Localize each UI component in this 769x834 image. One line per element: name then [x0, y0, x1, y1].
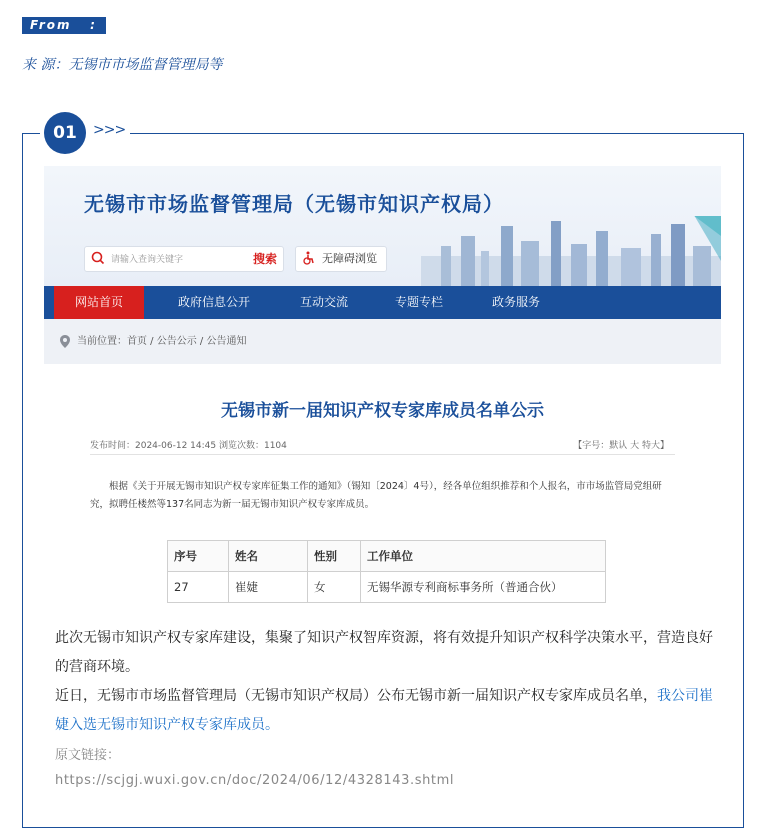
search-icon	[91, 251, 105, 265]
site-banner	[44, 166, 721, 286]
cell-unit: 无锡华源专利商标事务所（普通合伙）	[361, 572, 606, 603]
from-tag: From :	[22, 17, 106, 34]
search-box[interactable]	[84, 246, 284, 272]
nav-item-interaction[interactable]: 互动交流	[299, 295, 348, 309]
source-line: 来 源：无锡市市场监督管理局等	[22, 57, 223, 73]
paragraph-2	[55, 682, 715, 740]
section-number: 01	[44, 112, 86, 154]
table-row	[168, 572, 606, 603]
breadcrumb	[44, 319, 721, 364]
city-skyline-image	[421, 216, 721, 286]
cell-no: 27	[168, 572, 229, 603]
divider	[90, 454, 675, 455]
member-table	[167, 540, 606, 603]
article-title: 无锡市新一届知识产权专家库成员名单公示	[221, 401, 544, 421]
cell-gender: 女	[308, 572, 361, 603]
section-arrows: >>>	[93, 122, 126, 138]
nav-item-gov-info[interactable]: 政府信息公开	[177, 295, 250, 309]
search-input[interactable]: 请输入查询关键字	[111, 255, 184, 265]
wheelchair-icon	[302, 251, 316, 265]
article-meta: 发布时间：2024-06-12 14:45 浏览次数：1104	[90, 441, 287, 451]
website-screenshot	[44, 166, 721, 606]
cell-name: 崔婕	[229, 572, 308, 603]
font-size-switch[interactable]: 【字号：默认 大 特大】	[573, 441, 669, 451]
nav-item-services[interactable]: 政务服务	[491, 295, 540, 309]
paragraph-2-highlight: 我公司崔婕入选无锡市知识产权专家库成员。	[55, 688, 713, 733]
source-link-label: 原文链接：	[55, 748, 121, 763]
accessibility-button[interactable]	[295, 246, 387, 272]
main-nav	[44, 286, 721, 319]
accessibility-label: 无障碍浏览	[322, 252, 377, 265]
paragraph-1: 此次无锡市知识产权专家库建设，集聚了知识产权智库资源，将有效提升知识产权科学决策水平，营造良好的营商环境。	[55, 630, 713, 675]
col-header-unit: 工作单位	[361, 541, 606, 572]
col-header-name: 姓名	[229, 541, 308, 572]
location-pin-icon	[60, 335, 70, 348]
table-header-row	[168, 541, 606, 572]
paragraph-2-text: 近日，无锡市市场监督管理局（无锡市知识产权局）公布无锡市新一届知识产权专家库成员名单，	[55, 688, 657, 704]
nav-item-home[interactable]: 网站首页	[54, 286, 144, 319]
body-text	[55, 624, 715, 740]
site-title: 无锡市市场监督管理局（无锡市知识产权局）	[84, 192, 504, 216]
col-header-gender: 性别	[308, 541, 361, 572]
nav-item-topics[interactable]: 专题专栏	[394, 295, 443, 309]
source-link-url[interactable]: https://scjgj.wuxi.gov.cn/doc/2024/06/12/4328143.shtml	[55, 773, 455, 788]
search-button[interactable]: 搜索	[253, 252, 278, 266]
col-header-no: 序号	[168, 541, 229, 572]
article-paragraph: 根据《关于开展无锡市知识产权专家库征集工作的通知》（锡知〔2024〕4号），经各单位组织推荐和个人报名，市市场监管局党组研究，拟聘任楼然等137名同志为新一届无锡市知识产权专家库成员。	[90, 481, 662, 510]
breadcrumb-text: 当前位置：首页 / 公告公示 / 公告通知	[77, 336, 247, 347]
